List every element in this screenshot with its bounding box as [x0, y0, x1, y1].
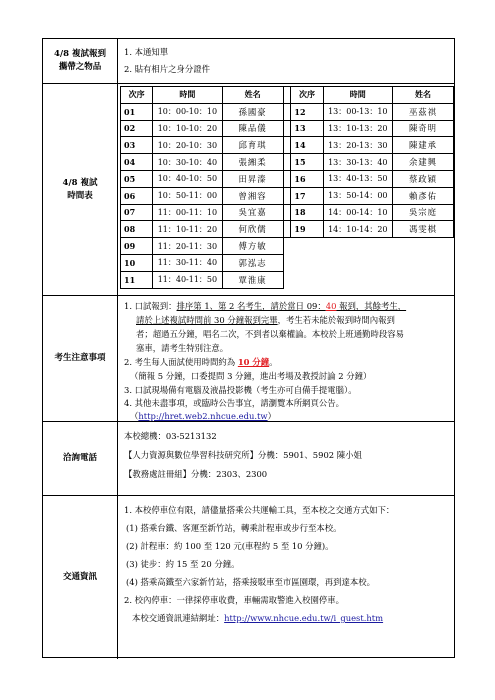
time-slot: 11：00-11：10 [153, 204, 222, 221]
label-contact: 洽詢電話 [43, 422, 118, 495]
header-col-left-1: 時間 [153, 87, 222, 104]
note-1-line-2a: 請於上述複試時間前 30 分鐘報到完畢 [136, 315, 278, 325]
transport-line-5: (4) 搭乘高鐵至六家新竹站，搭乘接駁車至市區園環，再到達本校。 [126, 577, 376, 587]
note-1-prefix: 1. 口試報到： [124, 301, 177, 311]
time-slot: 11：40-11：50 [153, 271, 222, 288]
row-items [43, 39, 454, 83]
empty-cell [323, 271, 392, 288]
order-number: 13 [291, 120, 323, 137]
label-notes: 考生注意事項 [43, 296, 118, 421]
candidate-name: 何欣儒 [222, 221, 283, 238]
label-transport: 交通資訊 [43, 496, 118, 659]
time-slot: 14：10-14：20 [323, 221, 392, 238]
header-col-right-2: 姓名 [393, 87, 454, 104]
column-gap [283, 137, 291, 154]
order-number: 06 [121, 187, 153, 204]
table-row [121, 238, 454, 255]
candidate-name: 孫國豪 [222, 103, 283, 120]
transport-line-3: (2) 計程車：約 100 至 120 元(車程約 5 至 10 分鐘)。 [126, 541, 334, 551]
time-slot: 14：00-14：10 [323, 204, 392, 221]
column-gap [283, 271, 291, 288]
candidate-name: 陳建承 [393, 137, 454, 154]
order-number: 11 [121, 271, 153, 288]
table-row [121, 137, 454, 154]
note-1-line-1 [124, 300, 406, 312]
transport-line-4: (3) 徒步：約 15 至 20 分鐘。 [126, 559, 240, 569]
order-number: 18 [291, 204, 323, 221]
table-row [121, 271, 454, 288]
item-line-2: 2. 貼有相片之身分證件 [124, 64, 211, 74]
candidate-name: 邱育琪 [222, 137, 283, 154]
time-slot: 11：20-11：30 [153, 238, 222, 255]
order-number: 02 [121, 120, 153, 137]
contact-line-1: 本校總機：03-5213132 [124, 431, 217, 441]
candidate-name: 覃淮康 [222, 271, 283, 288]
note-1-line-2 [136, 314, 395, 326]
time-slot: 11：10-11：20 [153, 221, 222, 238]
order-number: 12 [291, 103, 323, 120]
contact-content [118, 422, 454, 495]
candidate-name: 田昇溱 [222, 170, 283, 187]
transport-link-pre: 本校交通資訊連結網址： [132, 613, 225, 623]
note-4-link-pre: （ [130, 411, 139, 421]
table-row [121, 254, 454, 271]
transport-content [118, 496, 454, 659]
schedule-content [118, 84, 454, 295]
order-number: 01 [121, 103, 153, 120]
table-row [121, 103, 454, 120]
note-1-line-4: 塞車，請考生特別注意。 [136, 343, 229, 353]
table-row [121, 187, 454, 204]
column-gap [283, 221, 291, 238]
candidate-name: 余建興 [393, 154, 454, 171]
order-number: 16 [291, 170, 323, 187]
candidate-name: 張緗柔 [222, 154, 283, 171]
candidate-name: 馮雯棋 [393, 221, 454, 238]
institute-website-link[interactable]: http://hret.web2.nhcue.edu.tw [138, 411, 268, 421]
time-slot: 13：20-13：30 [323, 137, 392, 154]
note-1-time-red: 40 [325, 301, 337, 311]
candidate-name: 陳奇明 [393, 120, 454, 137]
order-number: 19 [291, 221, 323, 238]
note-2-prefix: 2. 考生每人面試使用時間約為 [124, 357, 238, 367]
schedule-table [120, 86, 454, 289]
column-gap [283, 254, 291, 271]
note-1-underlined: 排序第 1、第 2 名考生，請於當日 09： [176, 301, 326, 311]
candidate-name: 巫茲祺 [393, 103, 454, 120]
row-schedule [43, 83, 454, 295]
table-row [121, 170, 454, 187]
note-2-tail: 。 [269, 357, 278, 367]
candidate-name: 傅方敏 [222, 238, 283, 255]
document-form [42, 38, 455, 658]
note-4-link-post: ） [267, 411, 276, 421]
time-slot: 10：30-10：40 [153, 154, 222, 171]
note-2-duration: 10 分鐘 [237, 357, 270, 367]
note-2-line-1 [124, 356, 278, 368]
transport-line-2: (1) 搭乘台鐵、客運至新竹站，轉乘計程車或步行至本校。 [126, 523, 342, 533]
contact-line-3: 【教務處註冊組】分機：2303、2300 [124, 469, 268, 479]
candidate-name: 吳宜嘉 [222, 204, 283, 221]
note-1-line-2b: ，考生若未能於報到時間內報到 [277, 315, 395, 325]
table-row [121, 204, 454, 221]
order-number: 05 [121, 170, 153, 187]
time-slot: 13：40-13：50 [323, 170, 392, 187]
label-items: 4/8 複試報到 攜帶之物品 [43, 39, 118, 83]
order-number: 17 [291, 187, 323, 204]
order-number: 03 [121, 137, 153, 154]
label-schedule: 4/8 複試 時間表 [43, 84, 118, 295]
order-number: 04 [121, 154, 153, 171]
order-number: 07 [121, 204, 153, 221]
candidate-name: 曾湘容 [222, 187, 283, 204]
table-row [121, 120, 454, 137]
order-number: 09 [121, 238, 153, 255]
time-slot: 13：00-13：10 [323, 103, 392, 120]
column-gap [283, 187, 291, 204]
empty-cell [323, 254, 392, 271]
note-1-line-3: 者；超過五分鐘，唱名二次，不到者以棄權論。本校於上班通勤時段容易 [136, 329, 404, 339]
column-gap [283, 170, 291, 187]
time-slot: 10：20-10：30 [153, 137, 222, 154]
item-line-1: 1. 本通知單 [124, 47, 169, 57]
row-transport [43, 495, 454, 659]
time-slot: 13：50-14：00 [323, 187, 392, 204]
table-row [121, 221, 454, 238]
empty-cell [291, 238, 323, 255]
column-gap [283, 103, 291, 120]
time-slot: 10：40-10：50 [153, 170, 222, 187]
note-1-tail: 報到，其餘考生， [336, 301, 407, 311]
transport-line-1: 1. 本校停車位有限，請儘量搭乘公共運輸工具，至本校之交通方式如下： [124, 505, 395, 515]
row-contact [43, 421, 454, 495]
candidate-name: 賴彥佑 [393, 187, 454, 204]
table-row [121, 154, 454, 171]
candidate-name: 陳品儀 [222, 120, 283, 137]
transport-info-link[interactable]: http://www.nhcue.edu.tw/i_guest.htm [224, 613, 384, 623]
note-2-line-2: （簡報 5 分鐘，口委提問 3 分鐘，進出考場及教授討論 2 分鐘） [130, 371, 372, 381]
column-gap [283, 87, 291, 104]
row-notes [43, 295, 454, 421]
contact-line-2: 【人力資源與數位學習科技研究所】分機：5901、5902 陳小姐 [124, 450, 362, 460]
schedule-header-row [121, 87, 454, 104]
candidate-name: 郭泓志 [222, 254, 283, 271]
items-content [118, 39, 454, 83]
note-4: 4. 其他未盡事項，或臨時公告事宜，請瀏覽本所網頁公告。 [124, 398, 345, 408]
empty-cell [323, 238, 392, 255]
column-gap [283, 238, 291, 255]
order-number: 15 [291, 154, 323, 171]
empty-cell [393, 238, 454, 255]
column-gap [283, 154, 291, 171]
time-slot: 10：00-10：10 [153, 103, 222, 120]
header-col-left-0: 次序 [121, 87, 153, 104]
time-slot: 11：30-11：40 [153, 254, 222, 271]
empty-cell [291, 254, 323, 271]
time-slot: 13：30-13：40 [323, 154, 392, 171]
header-col-right-1: 時間 [323, 87, 392, 104]
column-gap [283, 120, 291, 137]
empty-cell [393, 254, 454, 271]
order-number: 08 [121, 221, 153, 238]
header-col-left-2: 姓名 [222, 87, 283, 104]
candidate-name: 吳宗庭 [393, 204, 454, 221]
order-number: 14 [291, 137, 323, 154]
candidate-name: 蔡政穎 [393, 170, 454, 187]
time-slot: 13：10-13：20 [323, 120, 392, 137]
order-number: 10 [121, 254, 153, 271]
note-3: 3. 口試現場備有電腦及液晶投影機（考生亦可自備手提電腦）。 [124, 385, 357, 395]
time-slot: 10：10-10：20 [153, 120, 222, 137]
column-gap [283, 204, 291, 221]
empty-cell [291, 271, 323, 288]
transport-link-line [132, 612, 383, 624]
header-col-right-0: 次序 [291, 87, 323, 104]
time-slot: 10：50-11：00 [153, 187, 222, 204]
transport-line-6: 2. 校內停車：一律採停車收費，車輛需取警進入校園停車。 [124, 595, 345, 605]
notes-content [118, 296, 454, 421]
empty-cell [393, 271, 454, 288]
